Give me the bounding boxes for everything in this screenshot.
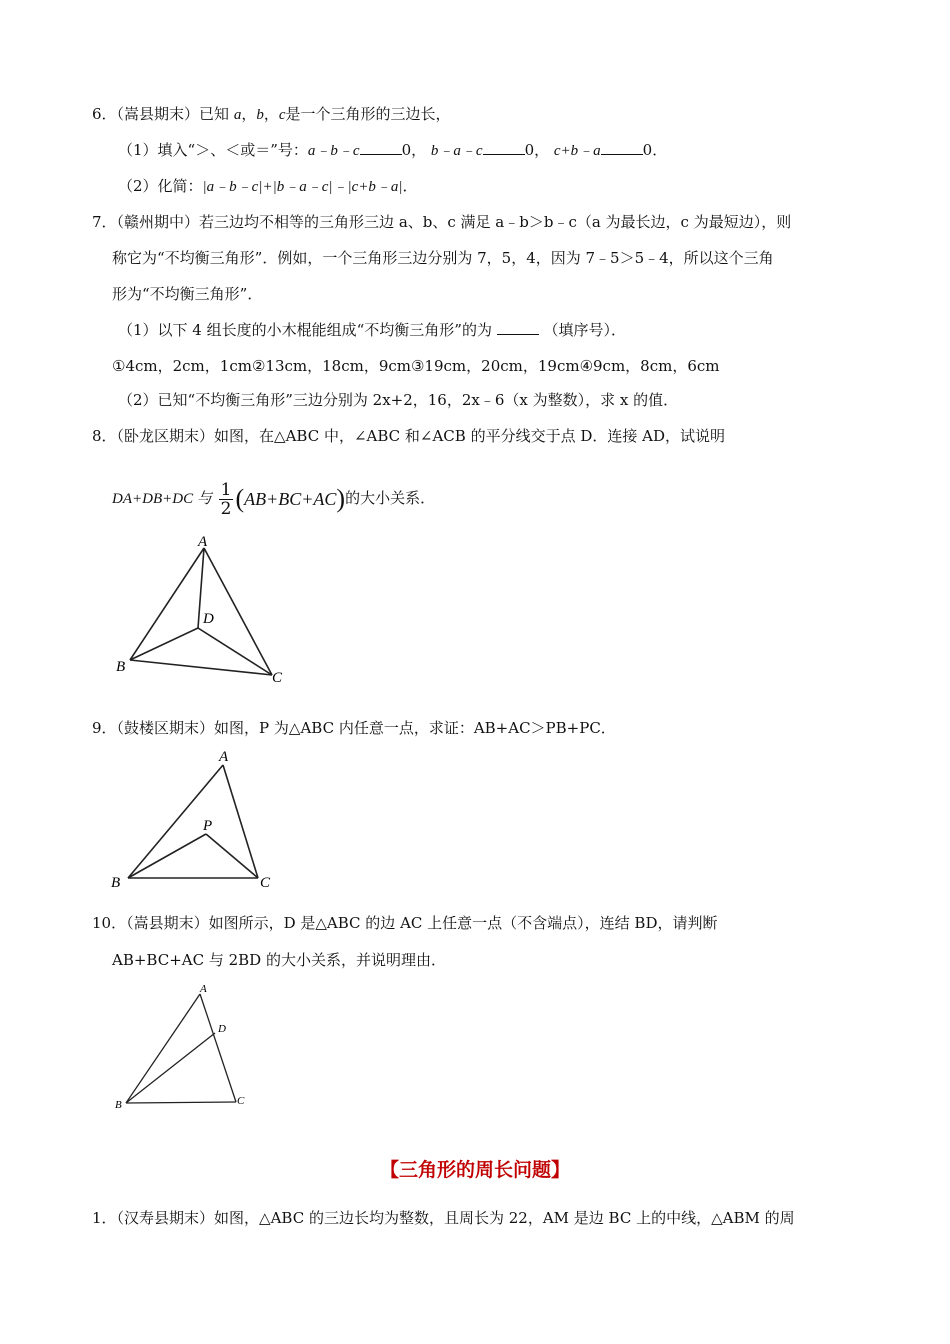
answer-blank[interactable] (483, 140, 525, 155)
vertex-label-c: C (237, 1095, 245, 1107)
vertex-label-a: A (200, 983, 207, 995)
point-label-d: D (218, 1023, 226, 1035)
q10-line2: AB+BC+AC 与 2BD 的大小关系，并说明理由． (112, 951, 446, 969)
q10-triangle-figure (108, 978, 258, 1113)
q8-triangle-figure (110, 530, 300, 690)
point-label-d: D (203, 611, 214, 627)
point-label-p: P (203, 818, 213, 834)
section-title: 【三角形的周长问题】 (379, 1159, 570, 1181)
s1-line: 1．（汉寿县期末）如图，△ABC 的三边长均为整数，且周长为 22，AM 是边 BC 上的中线，△ABM 的周 (92, 1209, 795, 1227)
q9-triangle-figure (106, 745, 286, 895)
q8-line2: DA+DB+DC 与 $\frac{1}{2}$ (AB+BC+AC)的大小关系． (112, 479, 436, 519)
vertex-label-a: A (198, 534, 208, 550)
q7-part1: （1）以下 4 组长度的小木棍能组成“不均衡三角形”的为 （填序号）． (118, 321, 627, 339)
q9-line: 9．（鼓楼区期末）如图，P 为△ABC 内任意一点，求证：AB+AC＞PB+PC． (92, 719, 616, 737)
q7-line1: 7．（赣州期中）若三边均不相等的三角形三边 a、b、c 满足 a﹣b＞b﹣c（a 为最长边，c 为最短边），则 (92, 213, 792, 231)
answer-blank[interactable] (601, 140, 643, 155)
q7-line3: 形为“不均衡三角形”． (112, 285, 263, 303)
q7-line2: 称它为“不均衡三角形”．例如，一个三角形三边分别为 7，5，4，因为 7﹣5＞5﹣4，所以这个三角 (112, 249, 774, 267)
q6-line1: 6．（嵩县期末）已知 a，b，c是一个三角形的三边长， (92, 105, 451, 123)
vertex-label-a: A (219, 749, 229, 765)
fraction-one-half: $\frac{1}{2}$ (220, 479, 232, 519)
vertex-label-b: B (116, 659, 126, 675)
answer-blank[interactable] (360, 140, 402, 155)
q10-line1: 10．（嵩县期末）如图所示，D 是△ABC 的边 AC 上任意一点（不含端点），连结 BD，请判断 (92, 914, 718, 932)
vertex-label-b: B (111, 875, 121, 891)
q8-line1: 8．（卧龙区期末）如图，在△ABC 中，∠ABC 和∠ACB 的平分线交于点 D．连接 AD，试说明 (92, 427, 726, 445)
q7-part2: （2）已知“不均衡三角形”三边分别为 2x+2，16，2x﹣6（x 为整数），求 x 的值． (118, 391, 679, 409)
vertex-label-c: C (272, 670, 283, 686)
answer-blank[interactable] (497, 320, 539, 335)
vertex-label-c: C (260, 875, 271, 891)
vertex-label-b: B (115, 1099, 122, 1111)
q6-part1: （1）填入“＞、＜或＝”号：a﹣b﹣c 0， b﹣a﹣c 0， c+b﹣a 0． (118, 141, 668, 159)
q7-options: ①4cm，2cm，1cm②13cm，18cm，9cm③19cm，20cm，19cm④9cm，8cm，6cm (112, 357, 720, 375)
q6-part2: （2）化简：|a﹣b﹣c|+|b﹣a﹣c|﹣|c+b﹣a|． (118, 177, 418, 195)
